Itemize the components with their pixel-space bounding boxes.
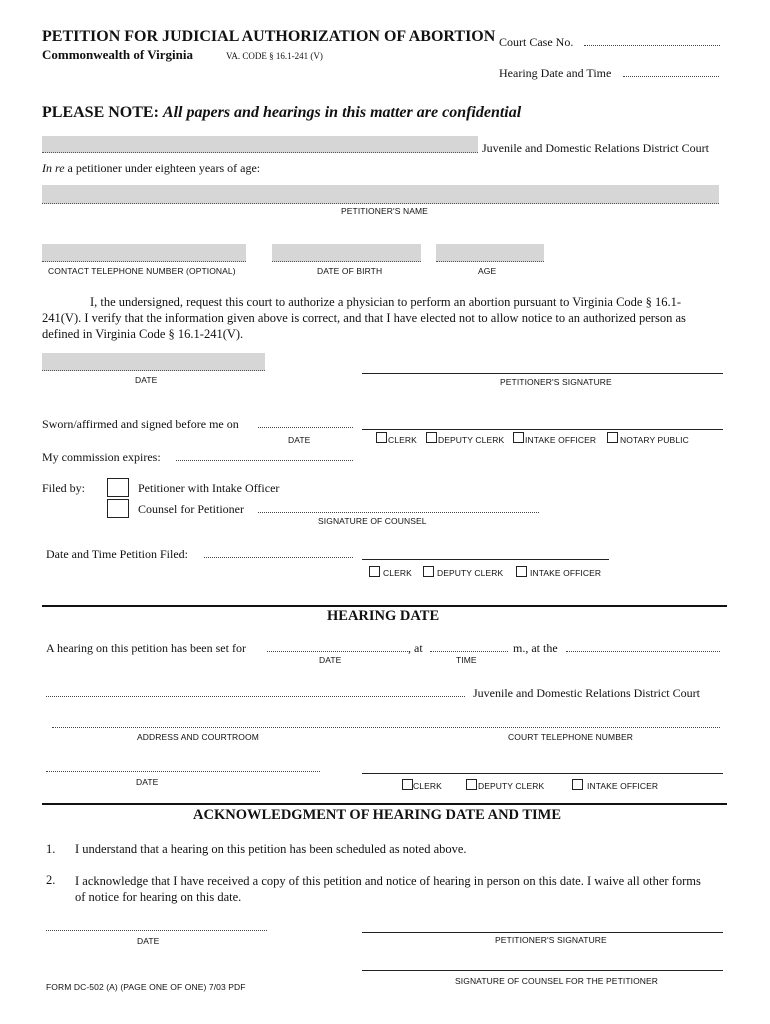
hearing-date-time-field[interactable] [623, 76, 719, 77]
commonwealth-label: Commonwealth of Virginia [42, 47, 193, 62]
address-courtroom-label: ADDRESS AND COURTROOM [137, 732, 259, 742]
court-case-field[interactable] [584, 45, 720, 46]
notice-prefix: PLEASE NOTE: [42, 104, 159, 121]
sworn-clerk-checkbox[interactable] [376, 432, 387, 443]
statement-line-3: defined in Virginia Code § 16.1-241(V). [42, 327, 244, 341]
court-case-label: Court Case No. [499, 35, 574, 49]
hearing-location-field[interactable] [566, 651, 720, 652]
hearing-official-signature-line[interactable] [362, 773, 723, 774]
hearing-m-at-the-label: m., at the [513, 641, 558, 655]
ack-item-2-number: 2. [46, 873, 56, 887]
address-phone-field[interactable] [52, 727, 720, 728]
statement-date-field[interactable] [42, 353, 265, 371]
filed-by-label: Filed by: [42, 481, 86, 495]
counsel-signature-label: SIGNATURE OF COUNSEL [318, 516, 427, 526]
date-of-birth-label: DATE OF BIRTH [317, 266, 383, 276]
hearing-date-time-label: Hearing Date and Time [499, 66, 612, 80]
hearing-court-name-field[interactable] [46, 696, 465, 697]
ack-petitioner-signature-label: PETITIONER'S SIGNATURE [495, 935, 607, 945]
age-field[interactable] [436, 244, 544, 262]
hearing-clerk-checkbox[interactable] [402, 779, 413, 790]
in-re-rest: a petitioner under eighteen years of age: [64, 161, 261, 175]
filed-by-petitioner-label: Petitioner with Intake Officer [138, 481, 280, 495]
hearing-heading: HEARING DATE [327, 608, 440, 624]
hearing-time-label: TIME [456, 655, 477, 665]
date-of-birth-field[interactable] [272, 244, 421, 262]
sworn-date-label: DATE [288, 435, 311, 445]
official-signature-line[interactable] [362, 429, 723, 430]
sworn-notary-label: NOTARY PUBLIC [620, 435, 689, 445]
sworn-intake-officer-label: INTAKE OFFICER [525, 435, 597, 445]
hearing-clerk-label: CLERK [413, 781, 442, 791]
petitioner-signature-label: PETITIONER'S SIGNATURE [500, 377, 612, 387]
ack-item-2-line-2: of notice for hearing on this date. [75, 890, 242, 904]
in-re-italic: In re [42, 161, 65, 175]
hearing-time-field[interactable] [430, 651, 508, 652]
court-telephone-label: COURT TELEPHONE NUMBER [508, 732, 634, 742]
age-label: AGE [478, 266, 497, 276]
filed-by-petitioner-checkbox[interactable] [107, 478, 129, 497]
sworn-deputy-clerk-checkbox[interactable] [426, 432, 437, 443]
filed-clerk-label: CLERK [383, 568, 412, 578]
filed-by-counsel-label: Counsel for Petitioner [138, 502, 244, 516]
date-time-filed-label: Date and Time Petition Filed: [46, 547, 189, 561]
ack-petitioner-signature-line[interactable] [362, 932, 723, 933]
ack-counsel-signature-line[interactable] [362, 970, 723, 971]
filed-official-signature-line[interactable] [362, 559, 609, 560]
sworn-clerk-label: CLERK [388, 435, 417, 445]
commission-field[interactable] [176, 460, 353, 461]
ack-date-field[interactable] [46, 930, 267, 931]
statement-date-label: DATE [135, 375, 158, 385]
hearing-intake-officer-label: INTAKE OFFICER [587, 781, 659, 791]
filed-by-counsel-checkbox[interactable] [107, 499, 129, 518]
petitioners-name-label: PETITIONER'S NAME [341, 206, 428, 216]
date-time-filed-field[interactable] [204, 557, 353, 558]
hearing-date-field[interactable] [267, 651, 408, 652]
ack-item-1-number: 1. [46, 842, 56, 856]
sworn-intake-officer-checkbox[interactable] [513, 432, 524, 443]
filed-clerk-checkbox[interactable] [369, 566, 380, 577]
in-re-label [42, 161, 260, 176]
court-label: Juvenile and Domestic Relations District Court [482, 141, 709, 155]
sworn-label: Sworn/affirmed and signed before me on [42, 417, 239, 431]
acknowledgment-section-divider [42, 803, 727, 805]
ack-date-label: DATE [137, 936, 160, 946]
ack-item-1-text: I understand that a hearing on this petition has been scheduled as noted above. [75, 842, 467, 856]
petitioner-signature-line[interactable] [362, 373, 723, 374]
court-name-field[interactable] [42, 136, 478, 153]
contact-phone-label: CONTACT TELEPHONE NUMBER (OPTIONAL) [48, 266, 236, 276]
statement-line-1: I, the undersigned, request this court to authorize a physician to perform an abortion pursuant to Virginia Code § 16.1- [90, 295, 682, 309]
confidential-notice [42, 104, 521, 122]
petitioner-name-field[interactable] [42, 185, 719, 204]
form-title: PETITION FOR JUDICIAL AUTHORIZATION OF ABORTION [42, 28, 496, 45]
hearing-set-label: A hearing on this petition has been set for [46, 641, 246, 655]
counsel-signature-field[interactable] [258, 512, 539, 513]
commission-label: My commission expires: [42, 450, 161, 464]
va-code-label: VA. CODE § 16.1-241 (V) [226, 51, 323, 61]
notice-text: All papers and hearings in this matter are confidential [162, 104, 522, 121]
sworn-deputy-clerk-label: DEPUTY CLERK [438, 435, 505, 445]
hearing-deputy-clerk-checkbox[interactable] [466, 779, 477, 790]
filed-intake-officer-checkbox[interactable] [516, 566, 527, 577]
statement-line-2: 241(V). I verify that the information given above is correct, and that I have elected not to allow notice to an authorized person as [42, 311, 686, 325]
filed-deputy-clerk-checkbox[interactable] [423, 566, 434, 577]
acknowledgment-heading: ACKNOWLEDGMENT OF HEARING DATE AND TIME [193, 807, 562, 823]
ack-item-2-text [75, 873, 701, 905]
ack-item-2-line-1: I acknowledge that I have received a copy of this petition and notice of hearing in person on this date. I waive all other forms [75, 874, 701, 888]
hearing-at-label: , at [408, 641, 423, 655]
sworn-notary-checkbox[interactable] [607, 432, 618, 443]
statement-paragraph [42, 294, 732, 342]
filed-intake-officer-label: INTAKE OFFICER [530, 568, 602, 578]
hearing-court-label: Juvenile and Domestic Relations District Court [473, 686, 700, 700]
hearing-intake-officer-checkbox[interactable] [572, 779, 583, 790]
hearing-section-divider [42, 605, 727, 607]
hearing-deputy-clerk-label: DEPUTY CLERK [478, 781, 545, 791]
hearing-notice-date-field[interactable] [46, 771, 320, 772]
contact-phone-field[interactable] [42, 244, 246, 262]
filed-deputy-clerk-label: DEPUTY CLERK [437, 568, 504, 578]
sworn-date-field[interactable] [258, 427, 353, 428]
form-number: FORM DC-502 (A) (PAGE ONE OF ONE) 7/03 PDF [46, 982, 246, 992]
hearing-date-label: DATE [319, 655, 342, 665]
hearing-notice-date-label: DATE [136, 777, 159, 787]
ack-counsel-signature-label: SIGNATURE OF COUNSEL FOR THE PETITIONER [455, 976, 659, 986]
